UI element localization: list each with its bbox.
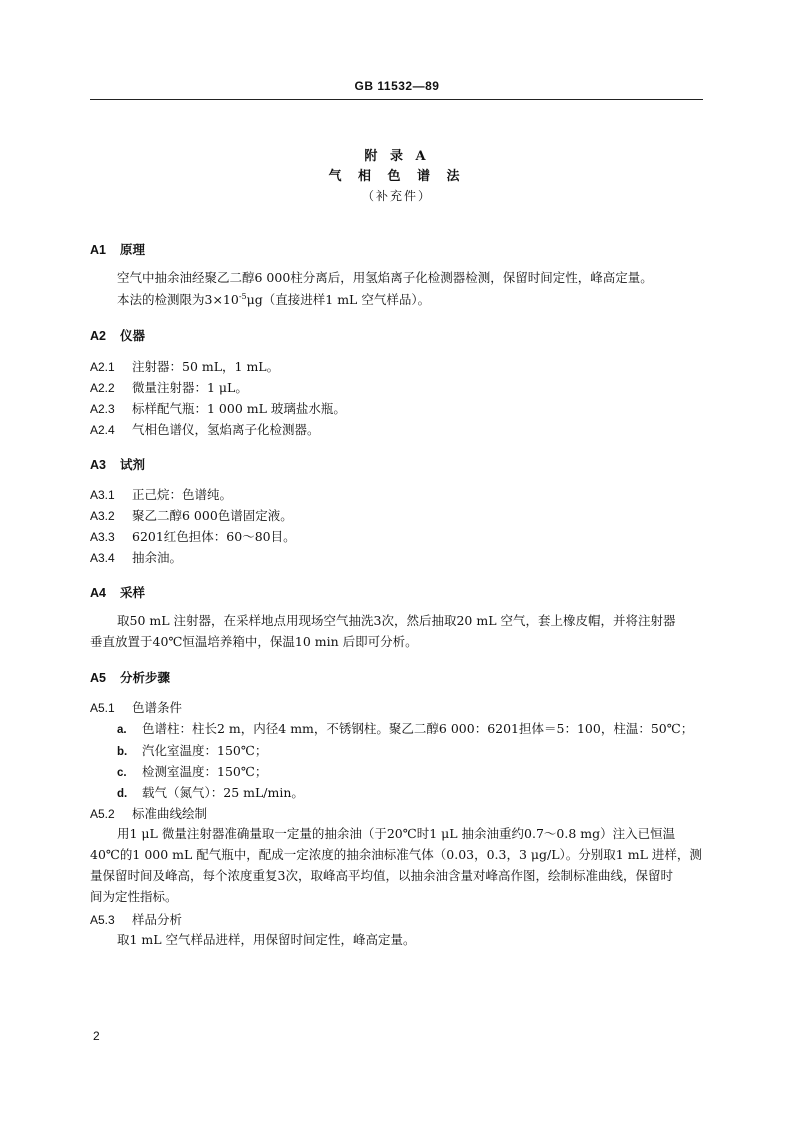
appendix-note: （补充件） [361,189,432,203]
detection-limit-text: 本法的检测限为3×10 [117,292,239,307]
subsection-title: 样品分析 [132,912,183,927]
item-text: 抽余油。 [132,550,183,565]
item-number: A3.1 [90,488,115,502]
list-item [90,420,320,438]
item-number: A2.3 [90,402,115,416]
section-a4-heading [90,583,145,601]
calibration-line: 40℃的1 000 mL 配气瓶中，配成一定浓度的抽余油标准气体（0.03，0.3，3 μg/L）。分别取1 mL 进样，测 [90,847,702,862]
principle-paragraph: 空气中抽余油经聚乙二醇6 000柱分离后，用氢焰离子化检测器检测，保留时间定性，峰高定量。 [117,270,653,285]
item-text: 载气（氮气）：25 mL/min。 [142,785,304,800]
standard-number-header: GB 11532—89 [354,79,440,93]
detection-limit-text-end: μg（直接进样1 mL 空气样品）。 [246,292,431,307]
item-label: b. [117,746,128,758]
section-title: 分析步骤 [120,670,171,685]
item-label: d. [117,788,128,800]
item-text: 气相色谱仪，氢焰离子化检测器。 [132,422,320,437]
section-number: A1 [90,243,106,257]
item-number: A2.4 [90,423,115,437]
section-title: 试剂 [120,457,146,472]
item-number: A2.1 [90,360,115,374]
subsection-title: 色谱条件 [132,700,183,715]
condition-item [117,783,304,801]
calibration-line: 用1 μL 微量注射器准确量取一定量的抽余油（于20℃时1 μL 抽余油重约0.7～0.8 mg）注入已恒温 [117,826,676,841]
section-title: 采样 [120,585,146,600]
item-text: 色谱柱：柱长2 m，内径4 mm，不锈钢柱。聚乙二醇6 000：6201担体＝5：100，柱温：50℃； [142,721,694,736]
item-number: A5.1 [90,701,115,715]
subsection-title: 标准曲线绘制 [132,806,208,821]
detection-limit-exponent: -5 [238,291,247,301]
item-text: 标样配气瓶：1 000 mL 玻璃盐水瓶。 [132,401,346,416]
item-number: A3.2 [90,509,115,523]
section-a3-heading [90,455,145,473]
section-title: 原理 [120,242,146,257]
item-number: A5.3 [90,913,115,927]
item-text: 正己烷：色谱纯。 [132,487,233,502]
section-number: A2 [90,329,106,343]
detection-limit-paragraph [117,290,730,310]
header-divider [90,99,703,100]
sampling-line: 垂直放置于40℃恒温培养箱中，保温10 min 后即可分析。 [90,634,418,649]
list-item [90,399,346,417]
list-item [90,378,248,396]
list-item [90,485,232,503]
condition-item [117,762,267,780]
item-number: A3.3 [90,530,115,544]
subsection-a53-heading [90,910,182,928]
item-text: 6201红色担体：60～80目。 [132,529,296,544]
item-label: c. [117,767,127,779]
section-number: A4 [90,586,106,600]
appendix-title: 气 相 色 谱 法 [328,169,466,184]
sample-analysis-line: 取1 mL 空气样品进样，用保留时间定性，峰高定量。 [117,932,416,947]
list-item [90,357,279,375]
condition-item [117,719,693,737]
item-text: 注射器：50 mL，1 mL。 [132,359,280,374]
item-text: 检测室温度：150℃； [142,764,268,779]
appendix-label: 附 录 A [364,149,430,164]
list-item [90,548,182,566]
sampling-line: 取50 mL 注射器，在采样地点用现场空气抽洗3次，然后抽取20 mL 空气，套上橡皮帽，并将注射器 [117,613,676,628]
calibration-line: 量保留时间及峰高，每个浓度重复3次，取峰高平均值，以抽余油含量对峰高作图，绘制标准曲线，保留时 [90,868,673,883]
page-number: 2 [93,1029,100,1043]
item-text: 汽化室温度：150℃； [142,743,268,758]
section-number: A5 [90,671,106,685]
section-a2-heading [90,326,145,344]
section-title: 仪器 [120,328,146,343]
item-number: A5.2 [90,807,115,821]
item-label: a. [117,724,127,736]
section-a1-heading [90,240,145,258]
list-item [90,527,296,545]
list-item [90,506,293,524]
item-text: 聚乙二醇6 000色谱固定液。 [132,508,293,523]
condition-item [117,741,267,759]
item-number: A2.2 [90,381,115,395]
section-number: A3 [90,458,106,472]
subsection-a52-heading [90,804,207,822]
section-a5-heading [90,668,170,686]
item-number: A3.4 [90,551,115,565]
calibration-line: 间为定性指标。 [90,889,178,904]
subsection-a51-heading [90,698,182,716]
item-text: 微量注射器：1 μL。 [132,380,248,395]
